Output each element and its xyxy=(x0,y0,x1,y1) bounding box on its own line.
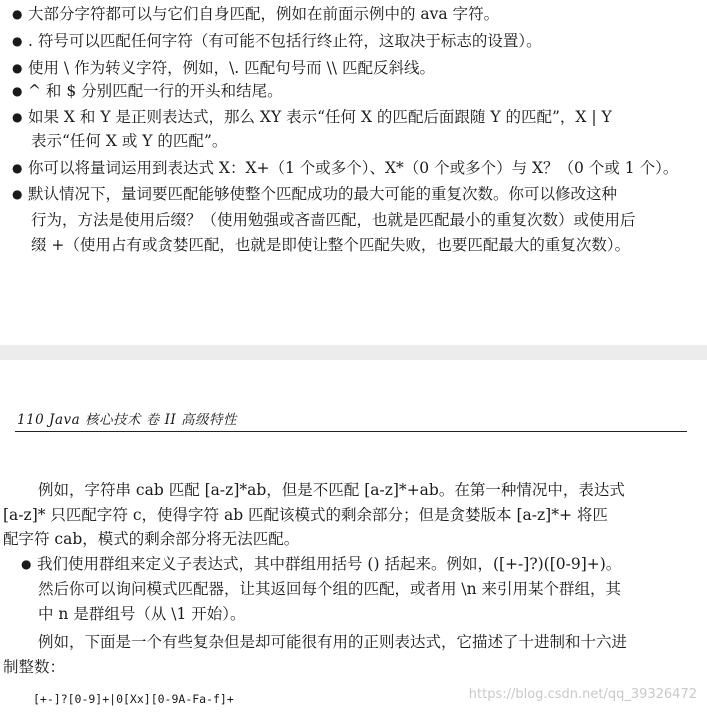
bullet-dot-icon: ● xyxy=(12,110,23,124)
bullet-item xyxy=(12,158,678,178)
watermark-text: https://blog.csdn.net/qq_39326472 xyxy=(468,687,697,702)
bullet-dot-icon: ● xyxy=(12,7,23,21)
bullet-item xyxy=(12,31,542,51)
paragraph-line: 制整数： xyxy=(3,658,66,676)
bullet-item xyxy=(12,81,283,101)
bullet-text: 你可以将量词运用到表达式 X：X+（1 个或多个）、X*（0 个或多个）与 X？（0 个或 1 个）。 xyxy=(28,159,679,177)
code-block: [+-]?[0-9]+|0[Xx][0-9A-Fa-f]+ xyxy=(33,692,234,706)
bullet-continuation: 缀 +（使用占有或贪婪匹配，也就是即使让整个匹配失败，也要匹配最大的重复次数）。 xyxy=(31,236,631,254)
bullet-text: 默认情况下，量词要匹配能够使整个匹配成功的最大可能的重复次数。你可以修改这种 xyxy=(28,185,618,203)
bullet-dot-icon: ● xyxy=(21,557,32,571)
paragraph-line: 例如，字符串 cab 匹配 [a-z]*ab，但是不匹配 [a-z]*+ab。在第一种情况中，表达式 xyxy=(38,481,625,499)
bullet-continuation: 行为，方法是使用后缀？（使用勉强或吝啬匹配，也就是匹配最小的重复次数）或使用后 xyxy=(31,211,636,229)
bullet-continuation: 然后你可以询问模式匹配器，让其返回每个组的匹配，或者用 \n 来引用某个群组，其 xyxy=(38,580,622,598)
bullet-item xyxy=(21,554,621,574)
bullet-dot-icon: ● xyxy=(12,161,23,175)
bullet-text: 使用 \ 作为转义字符，例如，\. 匹配句号而 \\ 匹配反斜线。 xyxy=(28,59,435,77)
bullet-text: 我们使用群组来定义子表达式，其中群组用括号 () 括起来。例如，([+-]?)([0-9]+)。 xyxy=(37,555,622,573)
paragraph-line: 配字符 cab，模式的剩余部分将无法匹配。 xyxy=(3,530,300,548)
bullet-text: 大部分字符都可以与它们自身匹配，例如在前面示例中的 ava 字符。 xyxy=(28,5,500,23)
top-page xyxy=(0,0,707,345)
bullet-text: 如果 X 和 Y 是正则表达式，那么 XY 表示“任何 X 的匹配后面跟随 Y 的匹配”，X | Y xyxy=(28,108,612,126)
bullet-item xyxy=(12,4,499,24)
bullet-item xyxy=(12,107,612,127)
bullet-item xyxy=(12,184,617,204)
bullet-continuation: 中 n 是群组号（从 \1 开始）。 xyxy=(38,605,246,623)
bullet-text: . 符号可以匹配任何字符（有可能不包括行终止符，这取决于标志的设置）。 xyxy=(28,32,542,50)
page-gap xyxy=(0,345,707,360)
bullet-continuation: 表示“任何 X 或 Y 的匹配”。 xyxy=(31,132,228,150)
bullet-item xyxy=(12,58,435,78)
page-header: 110 Java 核心技术 卷 II 高级特性 xyxy=(17,412,238,428)
paragraph-line: 例如，下面是一个有些复杂但是却可能很有用的正则表达式，它描述了十进制和十六进 xyxy=(38,633,628,651)
bottom-page xyxy=(0,360,707,714)
bullet-dot-icon: ● xyxy=(12,34,23,48)
paragraph-line: [a-z]* 只匹配字符 c，使得字符 ab 匹配该模式的剩余部分；但是贪婪版本 [a-z]*+ 将匹 xyxy=(3,506,608,524)
bullet-text: ^ 和 $ 分别匹配一行的开头和结尾。 xyxy=(28,82,283,100)
bullet-dot-icon: ● xyxy=(12,84,23,98)
header-rule xyxy=(15,431,687,432)
bullet-dot-icon: ● xyxy=(12,61,23,75)
bullet-dot-icon: ● xyxy=(12,187,23,201)
